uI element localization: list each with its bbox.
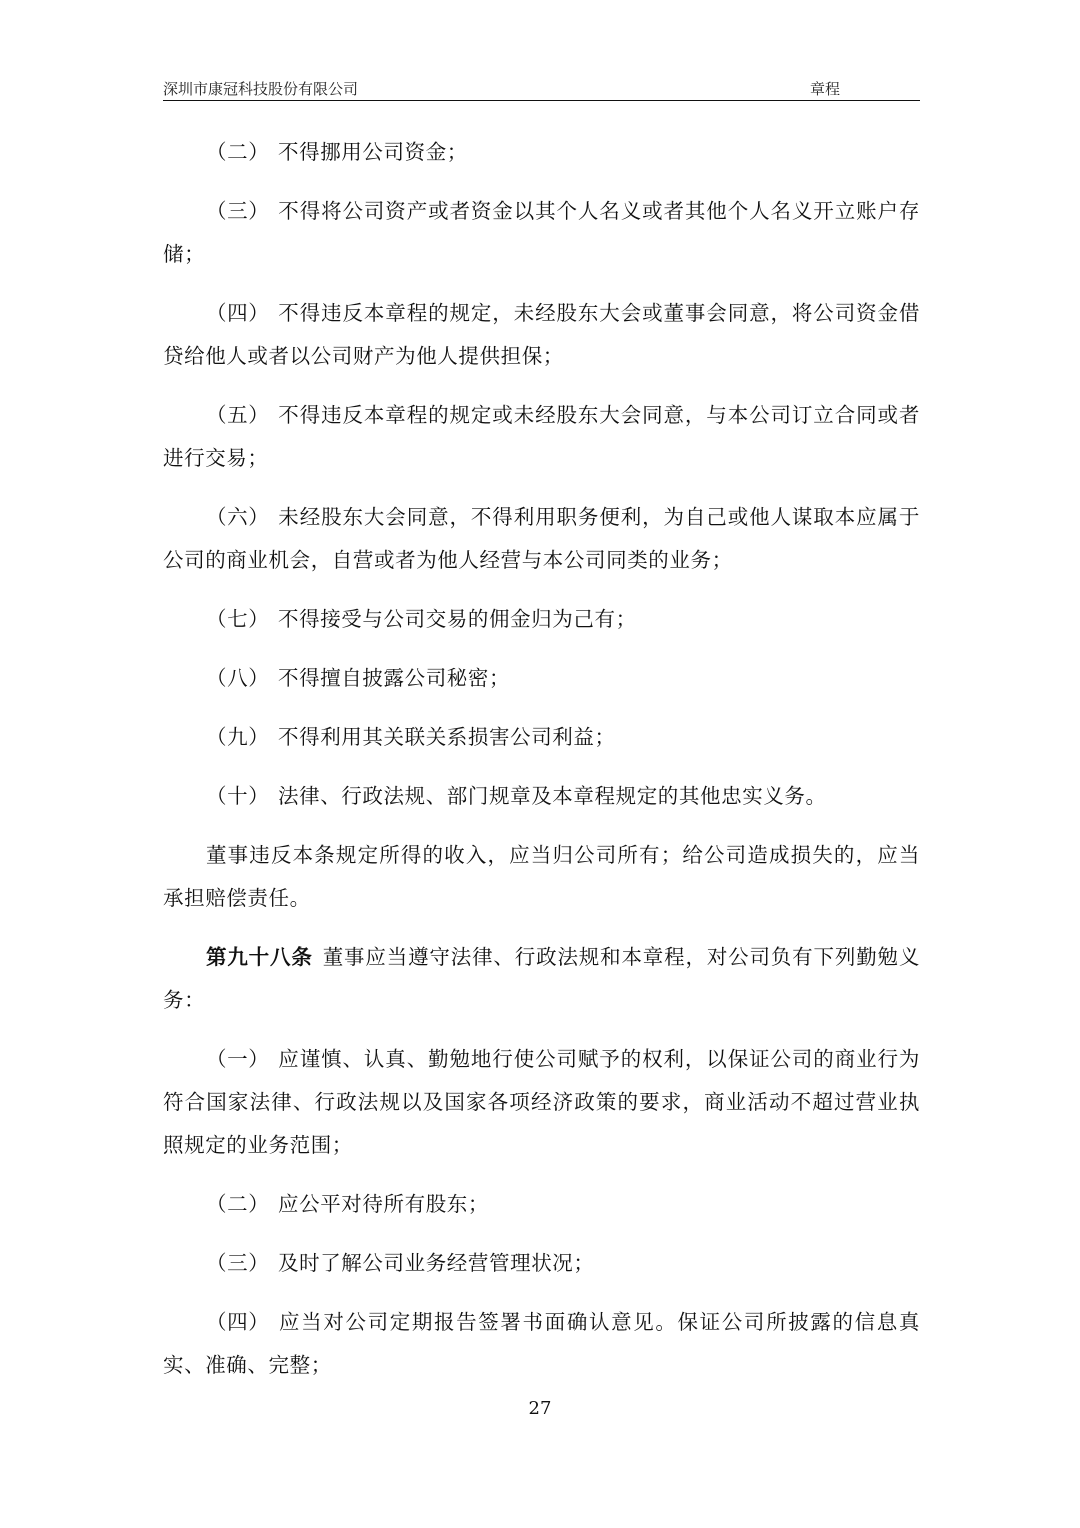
list-item — [163, 394, 920, 480]
item-text: 应公平对待所有股东； — [278, 1192, 489, 1216]
liability-paragraph — [163, 834, 920, 920]
article-text: 董事应当遵守法律、行政法规和本章程，对公司负有下列勤勉义务： — [163, 945, 920, 1012]
item-number: （九） — [206, 725, 270, 749]
list-item — [163, 131, 920, 174]
list-item — [163, 1038, 920, 1167]
item-text: 应谨慎、认真、勤勉地行使公司赋予的权利，以保证公司的商业行为符合国家法律、行政法规以及国家各项经济政策的要求，商业活动不超过营业执照规定的业务范围； — [163, 1047, 920, 1157]
header-company-name: 深圳市康冠科技股份有限公司 — [163, 80, 359, 98]
list-item — [163, 1301, 920, 1387]
item-text: 不得违反本章程的规定，未经股东大会或董事会同意，将公司资金借贷给他人或者以公司财产为他人提供担保； — [163, 301, 920, 368]
document-body — [163, 131, 920, 1403]
page-number: 27 — [528, 1398, 552, 1419]
page-header — [163, 78, 920, 100]
item-number: （五） — [206, 403, 270, 427]
list-item — [163, 292, 920, 378]
item-text: 应当对公司定期报告签署书面确认意见。保证公司所披露的信息真实、准确、完整； — [163, 1310, 920, 1377]
header-document-name: 章程 — [810, 80, 841, 98]
item-number: （四） — [206, 301, 270, 325]
paragraph-text: 董事违反本条规定所得的收入，应当归公司所有；给公司造成损失的，应当承担赔偿责任。 — [163, 843, 920, 910]
header-divider — [163, 100, 920, 101]
list-item — [163, 1183, 920, 1226]
list-item — [163, 775, 920, 818]
item-number: （八） — [206, 666, 270, 690]
item-text: 不得挪用公司资金； — [278, 140, 468, 164]
article-number: 第九十八条 — [206, 945, 313, 969]
item-number: （七） — [206, 607, 270, 631]
item-number: （三） — [206, 1251, 270, 1275]
item-text: 法律、行政法规、部门规章及本章程规定的其他忠实义务。 — [278, 784, 827, 808]
list-item — [163, 190, 920, 276]
item-number: （三） — [206, 199, 270, 223]
item-text: 不得违反本章程的规定或未经股东大会同意，与本公司订立合同或者进行交易； — [163, 403, 920, 470]
item-number: （四） — [206, 1310, 270, 1334]
item-number: （二） — [206, 140, 270, 164]
item-number: （十） — [206, 784, 270, 808]
item-number: （六） — [206, 505, 270, 529]
item-text: 不得擅自披露公司秘密； — [278, 666, 511, 690]
item-text: 不得利用其关联关系损害公司利益； — [278, 725, 616, 749]
list-item — [163, 496, 920, 582]
list-item — [163, 598, 920, 641]
article-98-paragraph — [163, 936, 920, 1022]
item-text: 不得接受与公司交易的佣金归为己有； — [278, 607, 637, 631]
item-text: 及时了解公司业务经营管理状况； — [278, 1251, 595, 1275]
list-item — [163, 657, 920, 700]
item-number: （二） — [206, 1192, 270, 1216]
list-item — [163, 716, 920, 759]
item-text: 不得将公司资产或者资金以其个人名义或者其他个人名义开立账户存储； — [163, 199, 920, 266]
list-item — [163, 1242, 920, 1285]
item-number: （一） — [206, 1047, 270, 1071]
item-text: 未经股东大会同意，不得利用职务便利，为自己或他人谋取本应属于公司的商业机会，自营或者为他人经营与本公司同类的业务； — [163, 505, 920, 572]
